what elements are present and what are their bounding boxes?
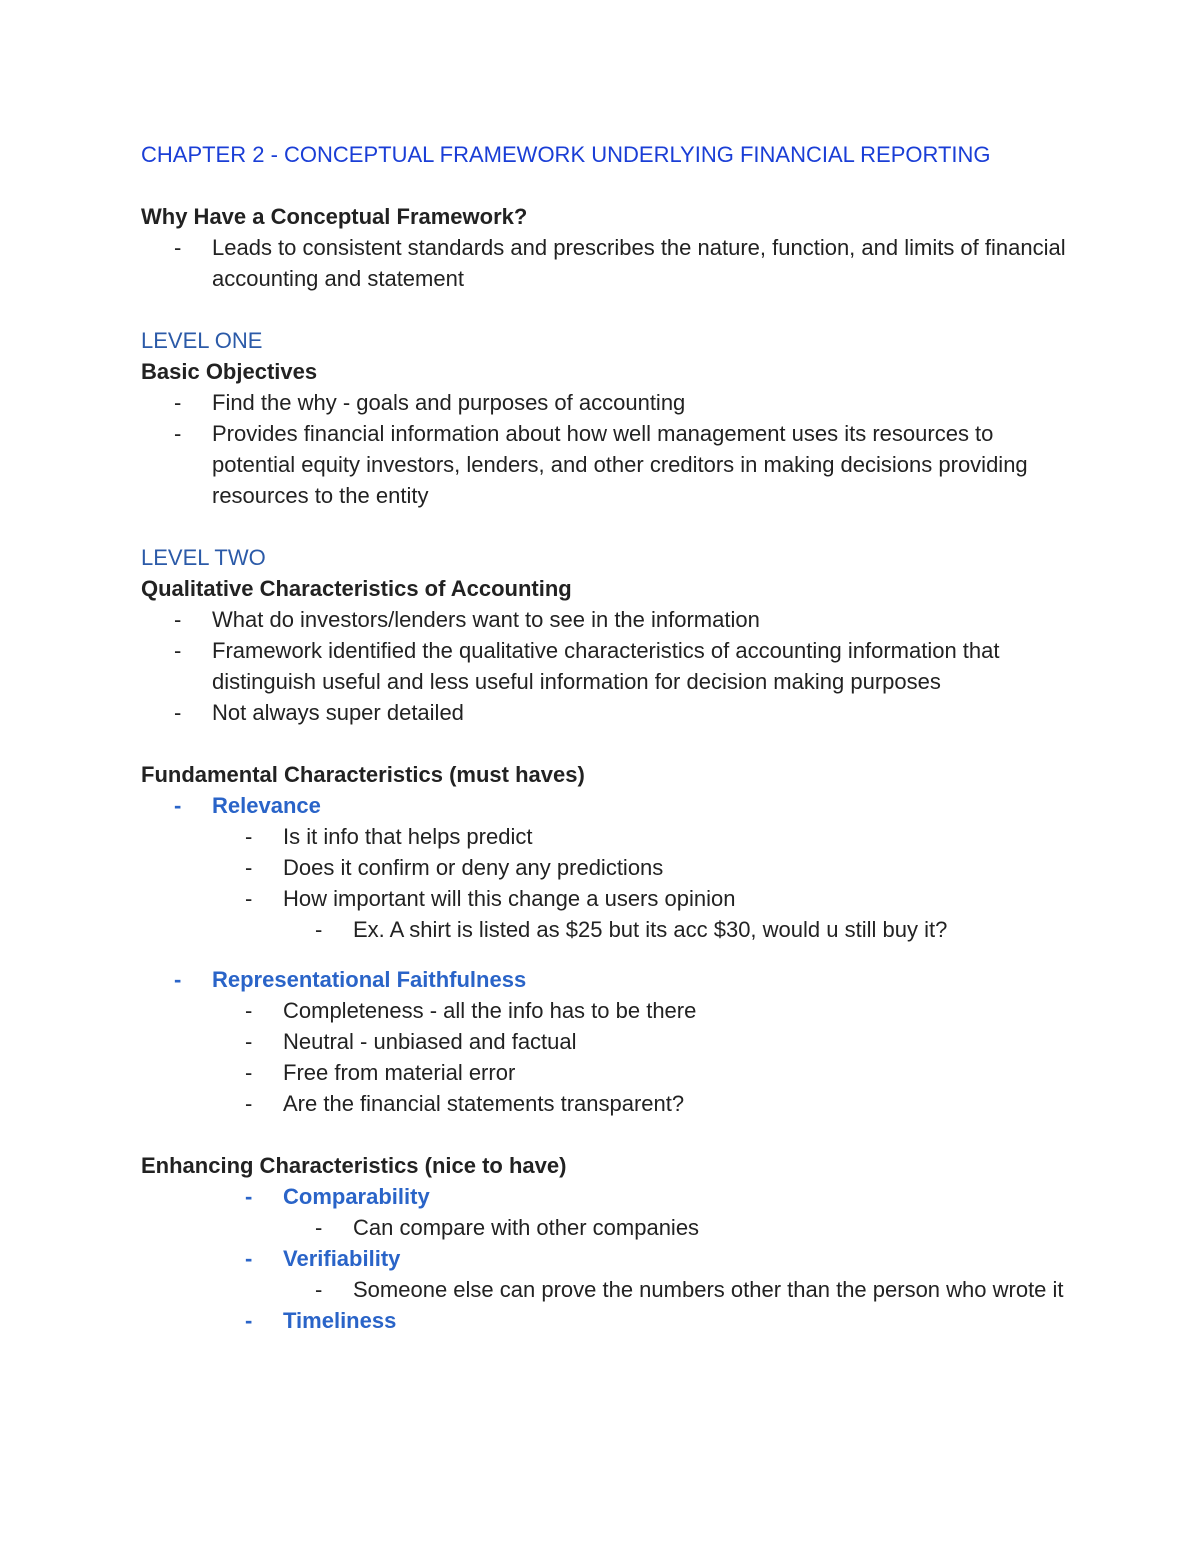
dash-bullet: - (315, 917, 323, 942)
comparability-label: Comparability (283, 1184, 430, 1209)
dash-bullet: - (245, 1060, 253, 1085)
dash-bullet: - (315, 1277, 323, 1302)
list-item-text: Provides financial information about how well management uses its resources to potential equity investors, lenders, and other creditors in making decisions providing resources to the entity (212, 421, 1028, 508)
verifiability-label: Verifiability (283, 1246, 401, 1271)
dash-bullet: - (174, 421, 182, 446)
dash-bullet: - (245, 1246, 253, 1271)
list-item (141, 852, 1081, 883)
list-item-text: Free from material error (283, 1060, 516, 1085)
dash-bullet: - (174, 607, 182, 632)
list-item-text: Does it confirm or deny any predictions (283, 855, 664, 880)
list-item (141, 1088, 1081, 1119)
list-item-text: Someone else can prove the numbers other than the person who wrote it (353, 1277, 1064, 1302)
faithfulness-label: Representational Faithfulness (212, 967, 527, 992)
dash-bullet: - (245, 998, 253, 1023)
relevance-item (141, 790, 1081, 821)
list-item (141, 821, 1081, 852)
document-page (141, 139, 1081, 1336)
list-item-text: Leads to consistent standards and prescribes the nature, function, and limits of financial accounting and statement (212, 235, 1066, 291)
dash-bullet: - (245, 855, 253, 880)
fundamental-heading: Fundamental Characteristics (must haves) (141, 762, 585, 787)
list-item (141, 387, 1081, 418)
list-item-text: Completeness - all the info has to be there (283, 998, 697, 1023)
list-item (141, 418, 1081, 511)
list-item (141, 232, 1081, 294)
list-item-text: Are the financial statements transparent? (283, 1091, 685, 1116)
level-one-label: LEVEL ONE (141, 328, 263, 353)
list-item (141, 635, 1081, 697)
list-item-text: How important will this change a users opinion (283, 886, 736, 911)
dash-bullet: - (245, 1029, 253, 1054)
page-title: CHAPTER 2 - CONCEPTUAL FRAMEWORK UNDERLYING FINANCIAL REPORTING (141, 142, 991, 167)
list-item (141, 697, 1081, 728)
list-item-text: Framework identified the qualitative characteristics of accounting information that distinguish useful and less useful information for decision making purposes (212, 638, 1000, 694)
dash-bullet: - (174, 638, 182, 663)
dash-bullet: - (245, 1184, 253, 1209)
list-item-text: Neutral - unbiased and factual (283, 1029, 577, 1054)
list-item (141, 604, 1081, 635)
dash-bullet: - (174, 390, 182, 415)
dash-bullet: - (174, 235, 182, 260)
dash-bullet: - (174, 967, 182, 992)
list-item (141, 1026, 1081, 1057)
dash-bullet: - (315, 1215, 323, 1240)
example-text: Ex. A shirt is listed as $25 but its acc $30, would u still buy it? (353, 917, 948, 942)
why-heading: Why Have a Conceptual Framework? (141, 204, 528, 229)
timeliness-item (141, 1305, 1081, 1336)
list-item-text: Is it info that helps predict (283, 824, 533, 849)
dash-bullet: - (245, 886, 253, 911)
dash-bullet: - (174, 793, 182, 818)
faithfulness-item (141, 964, 1081, 995)
list-item-text: Find the why - goals and purposes of accounting (212, 390, 686, 415)
list-item-text: What do investors/lenders want to see in the information (212, 607, 760, 632)
timeliness-label: Timeliness (283, 1308, 397, 1333)
basic-objectives-heading: Basic Objectives (141, 359, 318, 384)
qualitative-heading: Qualitative Characteristics of Accounting (141, 576, 572, 601)
list-item (141, 995, 1081, 1026)
dash-bullet: - (245, 1091, 253, 1116)
relevance-label: Relevance (212, 793, 321, 818)
verifiability-item (141, 1243, 1081, 1274)
list-item (141, 1057, 1081, 1088)
enhancing-heading: Enhancing Characteristics (nice to have) (141, 1153, 567, 1178)
list-item (141, 914, 1081, 945)
list-item-text: Can compare with other companies (353, 1215, 700, 1240)
list-item (141, 1274, 1081, 1305)
list-item-text: Not always super detailed (212, 700, 464, 725)
level-two-label: LEVEL TWO (141, 545, 266, 570)
list-item (141, 883, 1081, 914)
comparability-item (141, 1181, 1081, 1212)
dash-bullet: - (245, 824, 253, 849)
dash-bullet: - (245, 1308, 253, 1333)
list-item (141, 1212, 1081, 1243)
dash-bullet: - (174, 700, 182, 725)
